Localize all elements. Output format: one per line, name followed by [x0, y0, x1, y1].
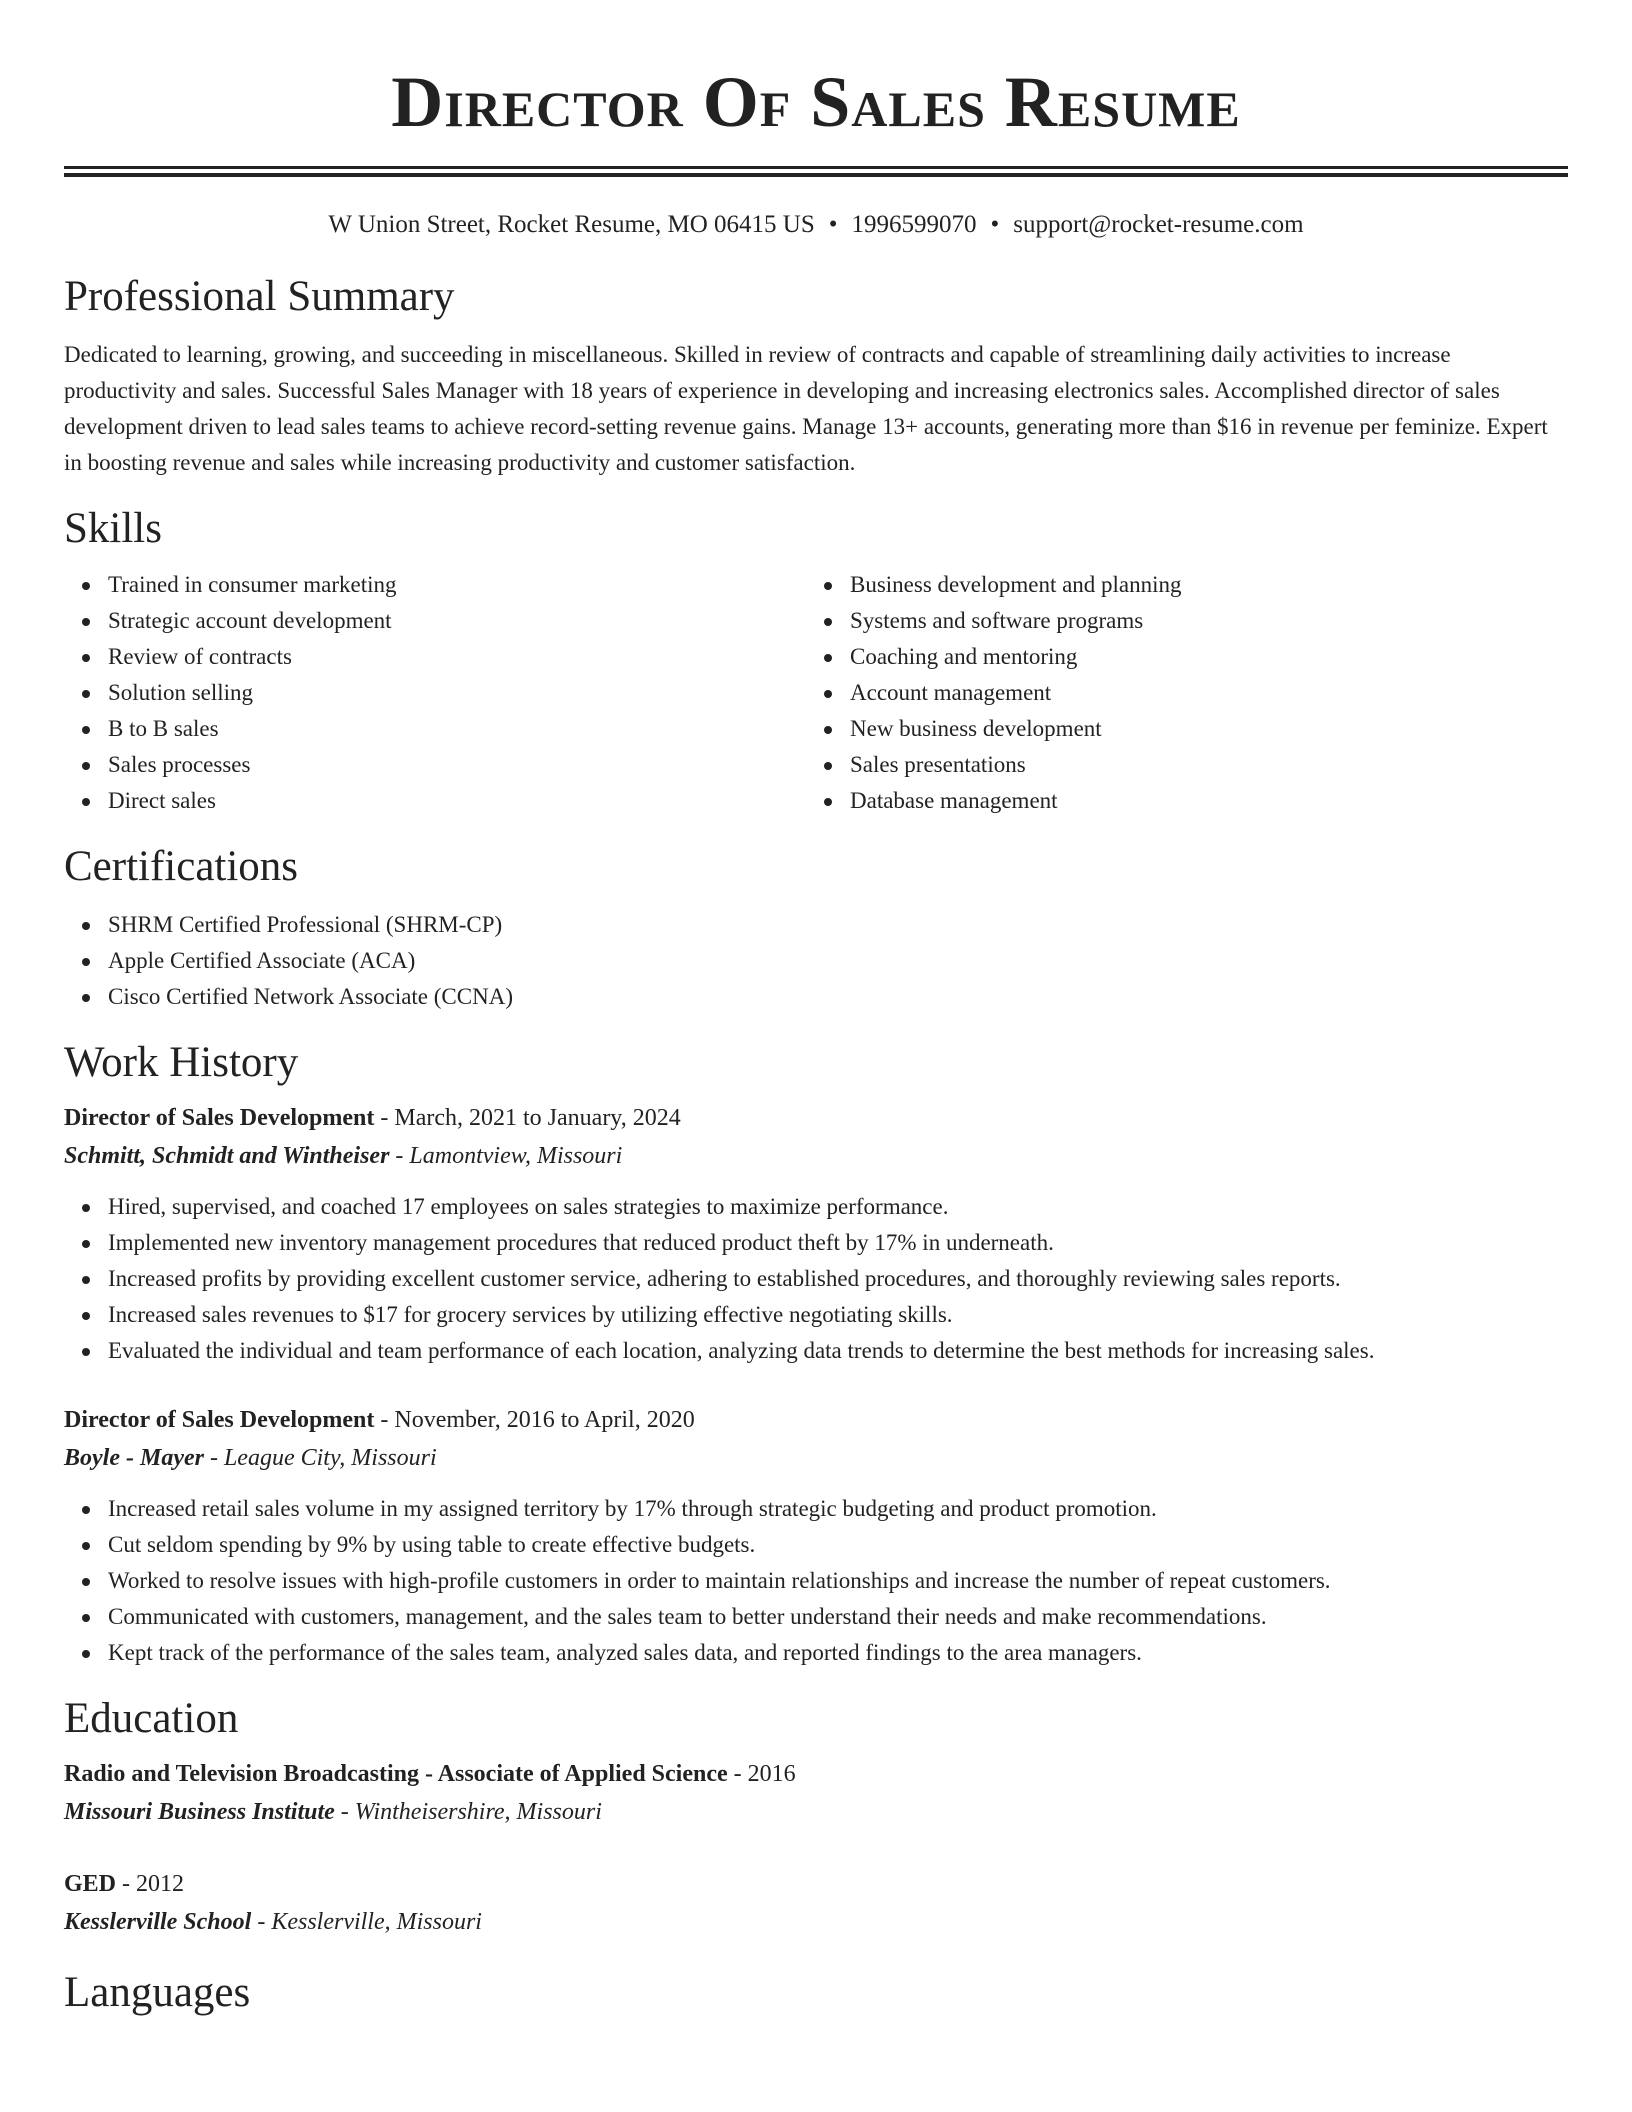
skill-item: Systems and software programs — [850, 603, 1548, 639]
job-dates: - November, 2016 to April, 2020 — [374, 1407, 695, 1433]
job-location: - League City, Missouri — [203, 1445, 437, 1471]
title-divider — [64, 166, 1568, 176]
resume-title: Director Of Sales Resume — [391, 62, 1241, 142]
divider-line-top — [64, 166, 1568, 169]
skill-item: Database management — [850, 783, 1548, 819]
contact-separator: • — [828, 211, 838, 238]
job-entry — [64, 1099, 1568, 1369]
contact-line — [64, 209, 1568, 241]
skill-item: B to B sales — [108, 711, 806, 747]
skill-item: Review of contracts — [108, 639, 806, 675]
skill-item: Account management — [850, 675, 1548, 711]
education-entry — [64, 1755, 1568, 1831]
education-entry — [64, 1865, 1568, 1941]
education-year: - 2012 — [116, 1871, 185, 1897]
certifications-heading: Certifications — [64, 843, 299, 890]
job-duty: Cut seldom spending by 9% by using table to create effective budgets. — [108, 1527, 1568, 1563]
languages-heading: Languages — [64, 1969, 251, 2016]
skill-item: Strategic account development — [108, 603, 806, 639]
job-company: Boyle - Mayer — [64, 1445, 204, 1471]
divider-line-bottom — [64, 173, 1568, 177]
job-title: Director of Sales Development — [64, 1407, 375, 1433]
skill-item: Trained in consumer marketing — [108, 567, 806, 603]
job-duties — [64, 1189, 1568, 1369]
education-location: - Kesslerville, Missouri — [251, 1909, 482, 1935]
education-heading: Education — [64, 1695, 239, 1742]
job-duty: Evaluated the individual and team performance of each location, analyzing data trends to determine the best methods for increasing sales. — [108, 1333, 1568, 1369]
job-dates: - March, 2021 to January, 2024 — [374, 1105, 681, 1131]
contact-address: W Union Street, Rocket Resume, MO 06415 US — [328, 211, 815, 238]
contact-phone: 1996599070 — [851, 211, 977, 238]
skills-heading: Skills — [64, 505, 162, 552]
job-title-line — [64, 1401, 1568, 1439]
job-duties — [64, 1491, 1568, 1671]
job-duty: Implemented new inventory management procedures that reduced product theft by 17% in underneath. — [108, 1225, 1568, 1261]
education-school: Kesslerville School — [64, 1909, 252, 1935]
job-company-line — [64, 1137, 1568, 1175]
skills-column-left — [64, 567, 806, 819]
skill-item: New business development — [850, 711, 1548, 747]
education-location: - Wintheisershire, Missouri — [334, 1799, 602, 1825]
job-duty: Communicated with customers, management, and the sales team to better understand their needs and make recommendations. — [108, 1599, 1568, 1635]
education-school-line — [64, 1793, 1568, 1831]
skill-item: Sales presentations — [850, 747, 1548, 783]
education-year: - 2016 — [727, 1761, 796, 1787]
education-degree-line — [64, 1755, 1568, 1793]
education-degree-line — [64, 1865, 1568, 1903]
job-title: Director of Sales Development — [64, 1105, 375, 1131]
summary-heading: Professional Summary — [64, 273, 455, 320]
work-history-heading: Work History — [64, 1039, 299, 1086]
education-degree: GED — [64, 1871, 117, 1897]
job-location: - Lamontview, Missouri — [389, 1143, 623, 1169]
skill-item: Sales processes — [108, 747, 806, 783]
contact-email: support@rocket-resume.com — [1013, 211, 1304, 238]
skill-item: Coaching and mentoring — [850, 639, 1548, 675]
job-duty: Increased sales revenues to $17 for grocery services by utilizing effective negotiating skills. — [108, 1297, 1568, 1333]
job-duty: Kept track of the performance of the sales team, analyzed sales data, and reported findings to the area managers. — [108, 1635, 1568, 1671]
job-duty: Worked to resolve issues with high-profile customers in order to maintain relationships and increase the number of repeat customers. — [108, 1563, 1568, 1599]
job-duty: Increased retail sales volume in my assigned territory by 17% through strategic budgeting and product promotion. — [108, 1491, 1568, 1527]
contact-separator: • — [990, 211, 1000, 238]
certification-item: Cisco Certified Network Associate (CCNA) — [108, 979, 1568, 1015]
job-company-line — [64, 1439, 1568, 1477]
job-duty: Increased profits by providing excellent customer service, adhering to established procedures, and thoroughly reviewing sales reports. — [108, 1261, 1568, 1297]
skill-item: Solution selling — [108, 675, 806, 711]
education-school-line — [64, 1903, 1568, 1941]
certification-item: SHRM Certified Professional (SHRM-CP) — [108, 907, 1568, 943]
resume-page — [64, 0, 1568, 2019]
certifications-list — [64, 907, 1568, 1015]
skills-column-right — [806, 567, 1548, 819]
certification-item: Apple Certified Associate (ACA) — [108, 943, 1568, 979]
summary-text: Dedicated to learning, growing, and succeeding in miscellaneous. Skilled in review of contracts and capable of streamlining daily activities to increase productivity and sales. Successful Sales Manager with 18 years of experience in developing and increasing electronics sales. Accomplished director of sales development driven to lead sales teams to achieve record-setting revenue gains. Manage 13+ accounts, generating more than $16 in revenue per feminize. Expert in boosting revenue and sales while increasing productivity and customer satisfaction. — [64, 342, 1548, 475]
skills-list — [64, 567, 1568, 819]
job-entry — [64, 1401, 1568, 1671]
skill-item: Direct sales — [108, 783, 806, 819]
job-title-line — [64, 1099, 1568, 1137]
education-degree: Radio and Television Broadcasting - Associate of Applied Science — [64, 1761, 728, 1787]
education-school: Missouri Business Institute — [64, 1799, 335, 1825]
job-company: Schmitt, Schmidt and Wintheiser — [64, 1143, 390, 1169]
skill-item: Business development and planning — [850, 567, 1548, 603]
job-duty: Hired, supervised, and coached 17 employees on sales strategies to maximize performance. — [108, 1189, 1568, 1225]
